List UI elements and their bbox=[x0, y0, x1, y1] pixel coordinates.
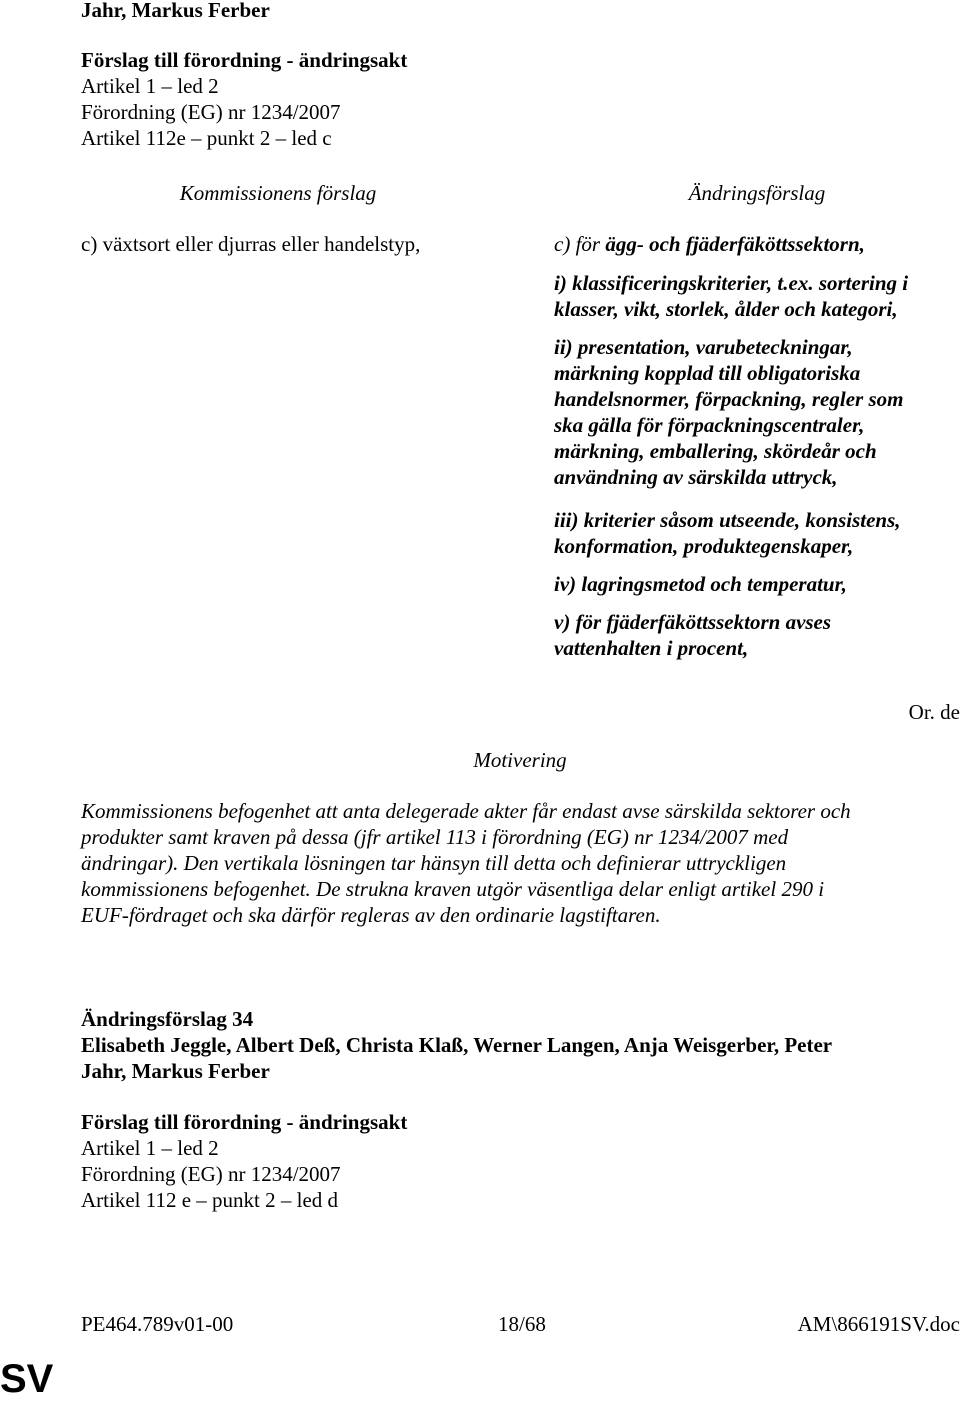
amendment-reference-line: Artikel 1 – led 2 bbox=[81, 1136, 219, 1160]
amendment-item-iv bbox=[554, 571, 847, 597]
justification-line: EUF-fördraget och ska därför regleras av den ordinarie lagstiftaren. bbox=[81, 903, 661, 927]
amendment-reference-line: Förordning (EG) nr 1234/2007 bbox=[81, 1162, 341, 1186]
amendment-authors bbox=[81, 1032, 832, 1084]
footer-reference: PE464.789v01-00 bbox=[81, 1312, 234, 1336]
authors-continued: Jahr, Markus Ferber bbox=[81, 0, 270, 22]
item-line: ska gälla för förpackningscentraler, bbox=[554, 413, 865, 437]
item-line: iv) lagringsmetod och temperatur, bbox=[554, 572, 847, 596]
right-column-first-item bbox=[554, 231, 865, 257]
justification-body bbox=[81, 798, 851, 928]
item-line: v) för fjäderfäköttssektorn avses bbox=[554, 610, 832, 634]
original-language: Or. de bbox=[908, 700, 960, 724]
item-line: konformation, produktegenskaper, bbox=[554, 534, 854, 558]
amendment-item-iii bbox=[554, 507, 901, 559]
amendment-item-v bbox=[554, 609, 831, 661]
reference-line: Artikel 1 – led 2 bbox=[81, 74, 219, 98]
left-column-text: c) växtsort eller djurras eller handelstyp, bbox=[81, 232, 421, 256]
reference-line: Artikel 112e – punkt 2 – led c bbox=[81, 126, 332, 150]
right-column-header: Ändringsförslag bbox=[688, 181, 826, 205]
amendment-reference-line: Artikel 112 e – punkt 2 – led d bbox=[81, 1188, 339, 1212]
right-first-prefix: c) för bbox=[554, 232, 606, 256]
item-line: handelsnormer, förpackning, regler som bbox=[554, 387, 904, 411]
justification-line: kommissionens befogenhet. De strukna kraven utgör väsentliga delar enligt artikel 290 i bbox=[81, 877, 825, 901]
item-line: märkning kopplad till obligatoriska bbox=[554, 361, 861, 385]
amendment-item-i bbox=[554, 270, 908, 322]
item-line: iii) kriterier såsom utseende, konsistens, bbox=[554, 508, 901, 532]
justification-title: Motivering bbox=[473, 748, 567, 772]
justification-line: ändringar). Den vertikala lösningen tar hänsyn till detta och definierar uttryckligen bbox=[81, 851, 787, 875]
left-column-header: Kommissionens förslag bbox=[179, 181, 377, 205]
item-line: klasser, vikt, storlek, ålder och kategori, bbox=[554, 297, 898, 321]
item-line: användning av särskilda uttryck, bbox=[554, 465, 838, 489]
authors-line: Jahr, Markus Ferber bbox=[81, 1059, 270, 1083]
footer-page-number: 18/68 bbox=[498, 1312, 546, 1336]
item-line: vattenhalten i procent, bbox=[554, 636, 749, 660]
right-first-bold: ägg- och fjäderfäköttssektorn, bbox=[605, 232, 865, 256]
item-line: i) klassificeringskriterier, t.ex. sortering i bbox=[554, 271, 909, 295]
justification-line: Kommissionens befogenhet att anta delegerade akter får endast avse särskilda sektorer och bbox=[81, 799, 851, 823]
authors-line: Elisabeth Jeggle, Albert Deß, Christa Klaß, Werner Langen, Anja Weisgerber, Peter bbox=[81, 1033, 833, 1057]
reference-line: Förordning (EG) nr 1234/2007 bbox=[81, 100, 341, 124]
justification-line: produkter samt kraven på dessa (jfr artikel 113 i förordning (EG) nr 1234/2007 med bbox=[81, 825, 789, 849]
amendment-item-ii bbox=[554, 334, 903, 490]
amendment-title: Ändringsförslag 34 bbox=[81, 1007, 254, 1031]
amendment-proposal-title: Förslag till förordning - ändringsakt bbox=[81, 1110, 408, 1134]
footer-document-id: AM\866191SV.doc bbox=[797, 1312, 960, 1336]
language-code: SV bbox=[0, 1357, 54, 1401]
proposal-title: Förslag till förordning - ändringsakt bbox=[81, 48, 408, 72]
item-line: märkning, emballering, skördeår och bbox=[554, 439, 877, 463]
item-line: ii) presentation, varubeteckningar, bbox=[554, 335, 853, 359]
